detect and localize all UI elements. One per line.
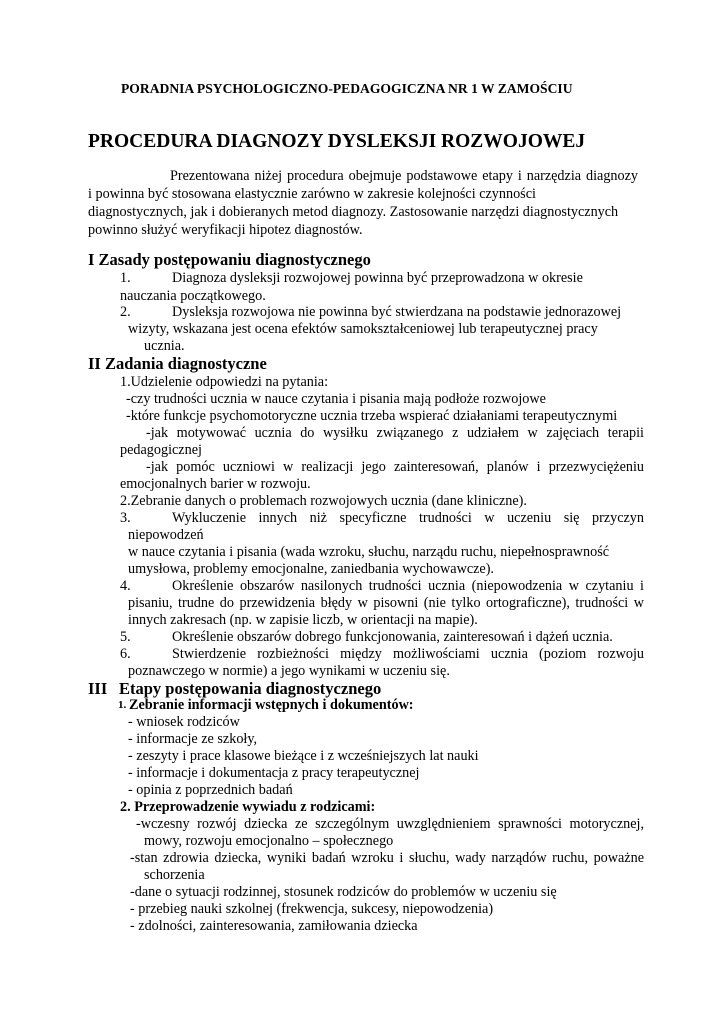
s2-item-2: 2.Zebranie danych o problemach rozwojowych ucznia (dane kliniczne). (120, 493, 527, 509)
s2-item-5-line-1: Określenie obszarów dobrego funkcjonowania, zainteresowań i dążeń ucznia. (172, 629, 613, 645)
s3-sub-1-item-4: - informacje i dokumentacja z pracy terapeutycznej (128, 765, 420, 781)
s2-item-6-num: 6. (120, 646, 131, 662)
s2-item-4-line-3: innych zakresach (np. w zapisie liczb, w orientacji na mapie). (128, 612, 478, 628)
s2-item-6-line-2: poznawczego w normie) a jego wynikami w uczeniu się. (128, 663, 450, 679)
s2-question-1: -czy trudności ucznia w nauce czytania i pisania mają podłoże rozwojowe (126, 391, 546, 407)
s3-sub-1-heading: Zebranie informacji wstępnych i dokumentów: (129, 697, 414, 713)
intro-line-1: Prezentowana niżej procedura obejmuje podstawowe etapy i narzędzia diagnozy (170, 168, 638, 184)
institution-header: PORADNIA PSYCHOLOGICZNO-PEDAGOGICZNA NR 1 W ZAMOŚCIU (121, 81, 573, 96)
s1-item-1-num: 1. (120, 270, 131, 286)
s3-sub-2-a-line-2: mowy, rozwoju emocjonalno – społecznego (144, 833, 394, 849)
s3-sub-1-item-2: - informacje ze szkoły, (128, 731, 258, 747)
s2-item-4-num: 4. (120, 578, 131, 594)
intro-line-3: diagnostycznych, jak i dobieranych metod diagnozy. Zastosowanie narzędzi diagnostycznych (88, 204, 619, 220)
s2-item-3-line-3: w nauce czytania i pisania (wada wzroku, słuchu, narządu ruchu, niepełnosprawność (128, 544, 610, 560)
s2-question-2: -które funkcje psychomotoryczne ucznia trzeba wspierać działaniami terapeutycznymi (126, 408, 618, 424)
s1-item-2-line-2: wizyty, wskazana jest ocena efektów samokształceniowej lub terapeutycznej pracy (128, 321, 598, 337)
s3-sub-2-b-line-2: schorzenia (144, 867, 205, 883)
s1-item-2-num: 2. (120, 304, 131, 320)
s3-sub-2-e: - zdolności, zainteresowania, zamiłowania dziecka (130, 918, 418, 934)
section-3-heading-num: III (88, 679, 108, 698)
s2-item-3-line-2: niepowodzeń (128, 527, 204, 543)
s3-sub-1-item-3: - zeszyty i prace klasowe bieżące i z wcześniejszych lat nauki (128, 748, 479, 764)
s2-item-4-line-1: Określenie obszarów nasilonych trudności ucznia (niepowodzenia w czytaniu i (172, 578, 644, 594)
s3-sub-1-item-5: - opinia z poprzednich badań (128, 782, 293, 798)
section-3-heading: Etapy postępowania diagnostycznego (119, 679, 382, 698)
s2-question-4-line-1: -jak pomóc uczniowi w realizacji jego zainteresowań, planów i przezwyciężeniu (146, 459, 644, 475)
s2-item-3-line-4: umysłowa, problemy emocjonalne, zaniedbania wychowawcze). (128, 561, 494, 577)
s1-item-1-line-2: nauczania początkowego. (120, 288, 266, 304)
intro-line-4: powinno służyć weryfikacji hipotez diagnostów. (88, 222, 363, 238)
s3-sub-2-b-line-1: -stan zdrowia dziecka, wyniki badań wzroku i słuchu, wady narządów ruchu, poważne (130, 850, 644, 866)
s2-item-1: 1.Udzielenie odpowiedzi na pytania: (120, 374, 329, 390)
s2-item-5-num: 5. (120, 629, 131, 645)
s2-question-4-line-2: emocjonalnych barier w rozwoju. (120, 476, 311, 492)
s3-sub-1-num: 1. (118, 699, 127, 711)
s2-item-6-line-1: Stwierdzenie rozbieżności między możliwościami ucznia (poziom rozwoju (172, 646, 644, 662)
s2-question-3-line-2: pedagogicznej (120, 442, 202, 458)
s1-item-2-line-3: ucznia. (144, 338, 185, 354)
s2-question-3-line-1: -jak motywować ucznia do wysiłku związanego z udziałem w zajęciach terapii (146, 425, 644, 441)
intro-line-2: i powinna być stosowana elastycznie zarówno w zakresie kolejności czynności (88, 186, 536, 202)
s2-item-3-num: 3. (120, 510, 131, 526)
s1-item-1-line-1: Diagnoza dysleksji rozwojowej powinna być przeprowadzona w okresie (172, 270, 583, 286)
document-title: PROCEDURA DIAGNOZY DYSLEKSJI ROZWOJOWEJ (88, 131, 586, 152)
s2-item-4-line-2: pisaniu, trudne do przewidzenia błędy w pisowni (nie tylko ortograficzne), trudności w (128, 595, 644, 611)
s3-sub-2-d: - przebieg nauki szkolnej (frekwencja, sukcesy, niepowodzenia) (130, 901, 494, 917)
s3-sub-2-heading: 2. Przeprowadzenie wywiadu z rodzicami: (120, 799, 376, 815)
section-1-heading: I Zasady postępowaniu diagnostycznego (88, 250, 371, 269)
s3-sub-2-a-line-1: -wczesny rozwój dziecka ze szczególnym uwzględnieniem sprawności motorycznej, (136, 816, 644, 832)
section-2-heading: II Zadania diagnostyczne (88, 354, 267, 373)
s3-sub-1-item-1: - wniosek rodziców (128, 714, 240, 730)
s2-item-3-line-1: Wykluczenie innych niż specyficzne trudności w uczeniu się przyczyn (172, 510, 644, 526)
s3-sub-2-c: -dane o sytuacji rodzinnej, stosunek rodziców do problemów w uczeniu się (130, 884, 557, 900)
s1-item-2-line-1: Dysleksja rozwojowa nie powinna być stwierdzana na podstawie jednorazowej (172, 304, 622, 320)
